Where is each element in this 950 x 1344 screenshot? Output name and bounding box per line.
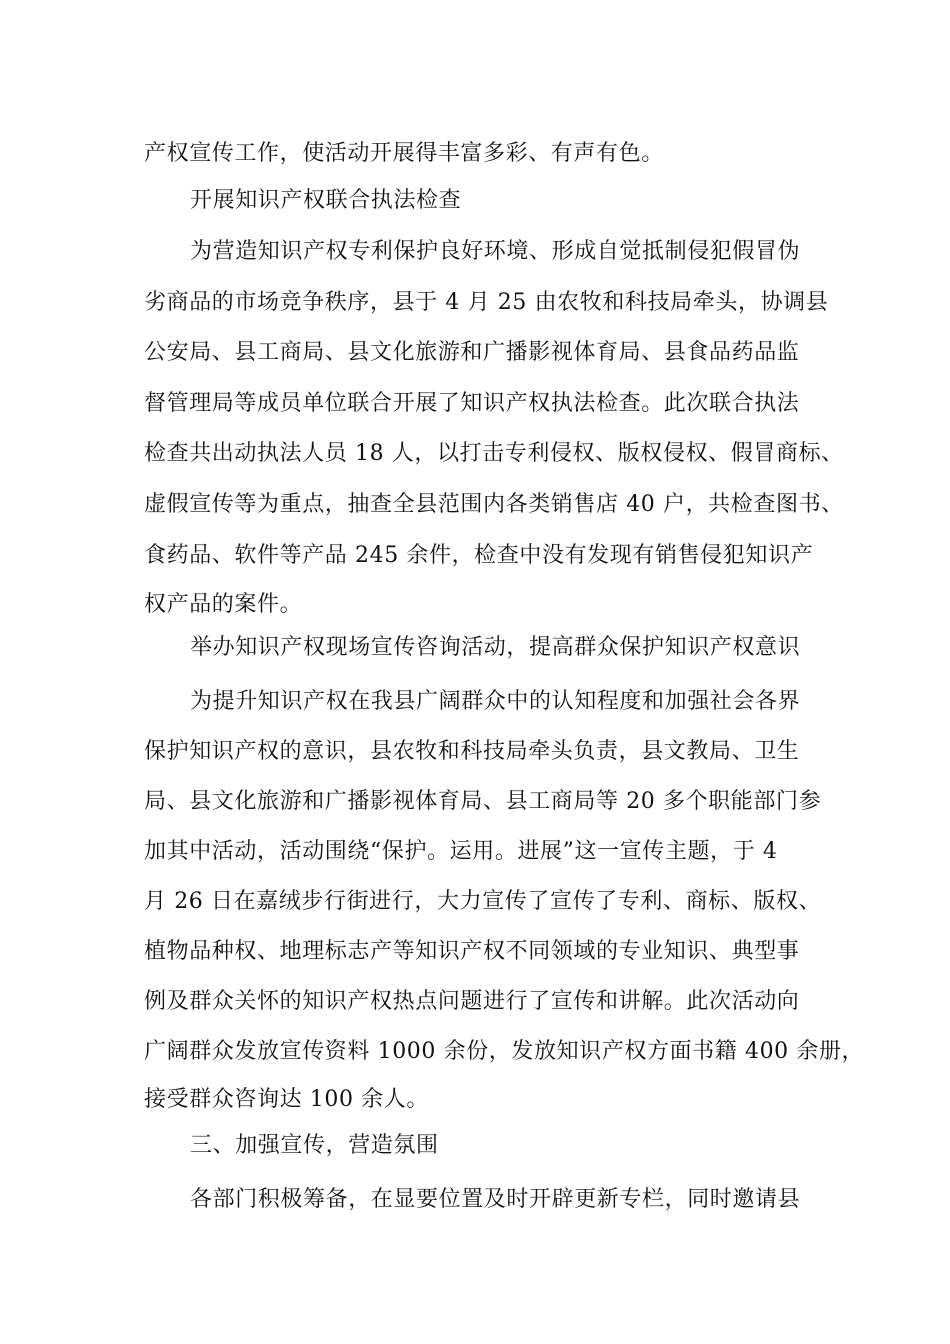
section-heading: 三、加强宣传，营造氛围	[190, 1133, 439, 1158]
paragraph-line: 保护知识产权的意识，县农牧和科技局牵头负责，县文教局、卫生	[144, 739, 800, 764]
paragraph-line: 为提升知识产权在我县广阔群众中的认知程度和加强社会各界	[190, 689, 801, 714]
paragraph-line: 局、县文化旅游和广播影视体育局、县工商局等 20 多个职能部门参	[144, 789, 822, 814]
paragraph-line: 接受群众咨询达 100 余人。	[144, 1087, 429, 1112]
section-heading: 举办知识产权现场宣传咨询活动，提高群众保护知识产权意识	[190, 635, 801, 660]
paragraph-line: 督管理局等成员单位联合开展了知识产权执法检查。此次联合执法	[144, 391, 800, 416]
paragraph-line: 月 26 日在嘉绒步行街进行，大力宣传了宣传了专利、商标、版权、	[144, 889, 822, 914]
paragraph-line: 食药品、软件等产品 245 余件，检查中没有发现有销售侵犯知识产	[144, 543, 814, 568]
paragraph-line: 例及群众关怀的知识产权热点问题进行了宣传和讲解。此次活动向	[144, 989, 800, 1014]
paragraph-line: 各部门积极筹备，在显要位置及时开辟更新专栏，同时邀请县	[190, 1187, 801, 1212]
paragraph-line: 检查共出动执法人员 18 人，以打击专利侵权、版权侵权、假冒商标、	[144, 441, 844, 466]
paragraph-line: 产权宣传工作，使活动开展得丰富多彩、有声有色。	[144, 141, 664, 166]
paragraph-line: 广阔群众发放宣传资料 1000 余份，发放知识产权方面书籍 400 余册，	[144, 1039, 865, 1064]
paragraph-line: 权产品的案件。	[144, 592, 303, 617]
paragraph-line: 劣商品的市场竞争秩序，县于 4 月 25 由农牧和科技局牵头，协调县	[144, 290, 829, 315]
paragraph-line: 植物品种权、地理标志产等知识产权不同领域的专业知识、典型事	[144, 939, 800, 964]
paragraph-line: 虚假宣传等为重点，抽查全县范围内各类销售店 40 户，共检查图书、	[144, 492, 844, 517]
section-heading: 开展知识产权联合执法检查	[190, 188, 462, 213]
paragraph-line: 加其中活动，活动围绕“保护。运用。进展”这一宣传主题，于 4	[144, 839, 778, 864]
paragraph-line: 为营造知识产权专利保护良好环境、形成自觉抵制侵犯假冒伪	[190, 239, 801, 264]
paragraph-line: 公安局、县工商局、县文化旅游和广播影视体育局、县食品药品监	[144, 340, 800, 365]
